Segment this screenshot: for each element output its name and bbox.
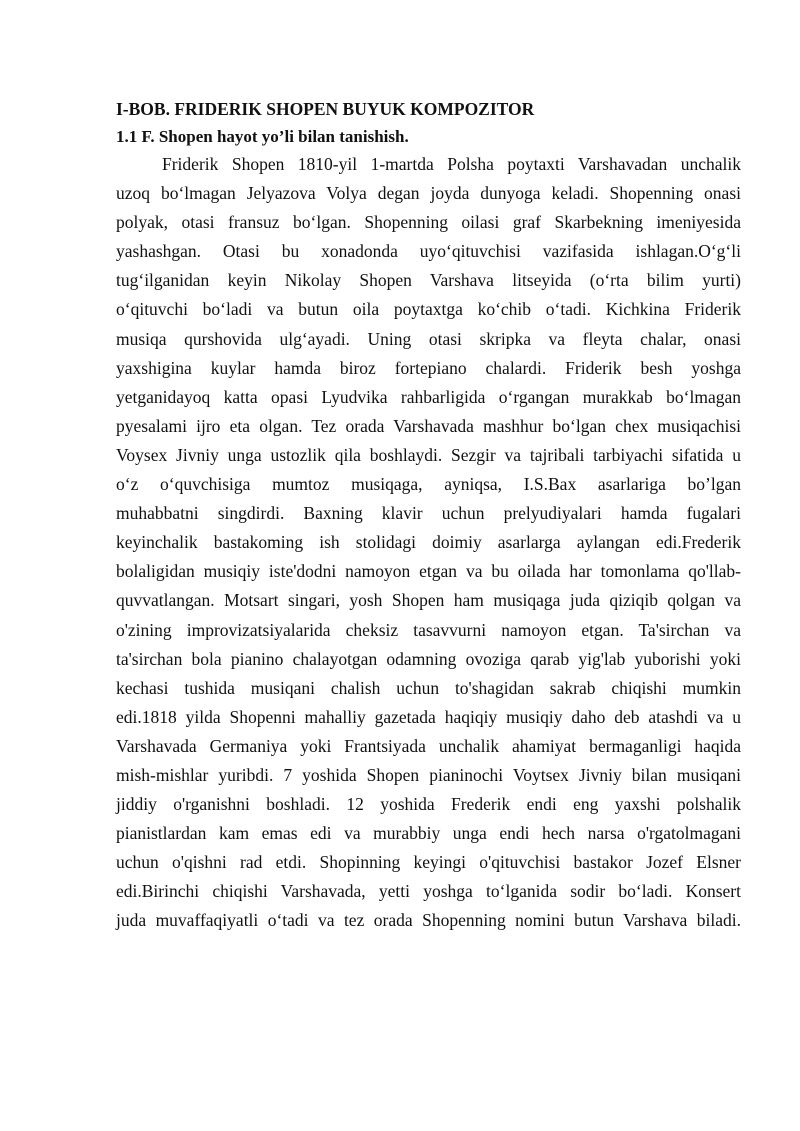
text-line: Voysex Jivniy unga ustozlik qila boshlaydi. Sezgir va tajribali tarbiyachi sifatida u <box>116 444 741 465</box>
text-line: jiddiy o'rganishni boshladi. 12 yoshida Frederik endi eng yaxshi polshalik <box>116 794 741 815</box>
text-line: juda muvaffaqiyatli o‘tadi va tez orada Shopenning nomini butun Varshava biladi. <box>116 910 741 931</box>
text-line: Varshavada Germaniya yoki Frantsiyada unchalik ahamiyat bermaganligi haqida <box>116 735 741 756</box>
text-line: ta'sirchan bola pianino chalayotgan odamning ovoziga qarab yig'lab yuborishi yoki <box>116 648 741 669</box>
text-line: uzoq bo‘lmagan Jelyazova Volya degan joyda dunyoga keladi. Shopenning onasi <box>116 183 741 204</box>
text-line: yashashgan. Otasi bu xonadonda uyo‘qituvchisi vazifasida ishlagan.O‘g‘li <box>116 241 741 262</box>
text-line: musiqa qurshovida ulg‘ayadi. Uning otasi skripka va fleyta chalar, onasi <box>116 328 741 349</box>
text-line: polyak, otasi fransuz bo‘lgan. Shopenning oilasi graf Skarbekning imeniyesida <box>116 212 741 233</box>
text-line: Friderik Shopen 1810-yil 1-martda Polsha poytaxti Varshavadan unchalik <box>162 154 741 174</box>
text-line: keyinchalik bastakoming ish stolidagi doimiy asarlarga aylangan edi.Frederik <box>116 532 741 553</box>
chapter-title: I-BOB. FRIDERIK SHOPEN BUYUK KOMPOZITOR <box>116 99 535 119</box>
text-line: uchun o'qishni rad etdi. Shopinning keyingi o'qituvchisi bastakor Jozef Elsner <box>116 852 741 873</box>
text-line: tug‘ilganidan keyin Nikolay Shopen Varshava litseyida (o‘rta bilim yurti) <box>116 270 741 291</box>
text-line: edi.Birinchi chiqishi Varshavada, yetti yoshga to‘lganida sodir bo‘ladi. Konsert <box>116 881 741 902</box>
text-line: o‘qituvchi bo‘ladi va butun oila poytaxtga ko‘chib o‘tadi. Kichkina Friderik <box>116 299 741 320</box>
section-title: 1.1 F. Shopen hayot yo’li bilan tanishish. <box>116 127 409 146</box>
text-line: o‘z o‘quvchisiga mumtoz musiqaga, ayniqsa, I.S.Bax asarlariga bo’lgan <box>116 474 741 495</box>
text-line: mish-mishlar yuribdi. 7 yoshida Shopen pianinochi Voytsex Jivniy bilan musiqani <box>116 764 741 785</box>
text-line: pyesalami ijro eta olgan. Tez orada Varshavada mashhur bo‘lgan chex musiqachisi <box>116 415 741 436</box>
document-page <box>116 96 741 936</box>
text-line: muhabbatni singdirdi. Baxning klavir uchun prelyudiyalari hamda fugalari <box>116 503 741 524</box>
text-line: bolaligidan musiqiy iste'dodni namoyon etgan va bu oilada har tomonlama qo'llab- <box>116 561 741 582</box>
text-line: pianistlardan kam emas edi va murabbiy unga endi hech narsa o'rgatolmagani <box>116 823 741 844</box>
text-line: yetganidayoq katta opasi Lyudvika rahbarligida o‘rgangan murakkab bo‘lmagan <box>116 386 741 407</box>
text-line: edi.1818 yilda Shopenni mahalliy gazetada haqiqiy musiqiy daho deb atashdi va u <box>116 706 741 727</box>
text-line: quvvatlangan. Motsart singari, yosh Shopen ham musiqaga juda qiziqib qolgan va <box>116 590 741 611</box>
text-line: yaxshigina kuylar hamda biroz fortepiano chalardi. Friderik besh yoshga <box>116 357 741 378</box>
body-paragraph <box>116 150 741 936</box>
text-line: o'zining improvizatsiyalarida cheksiz tasavvurni namoyon etgan. Ta'sirchan va <box>116 619 741 640</box>
text-line: kechasi tushida musiqani chalish uchun to'shagidan sakrab chiqishi mumkin <box>116 677 741 698</box>
